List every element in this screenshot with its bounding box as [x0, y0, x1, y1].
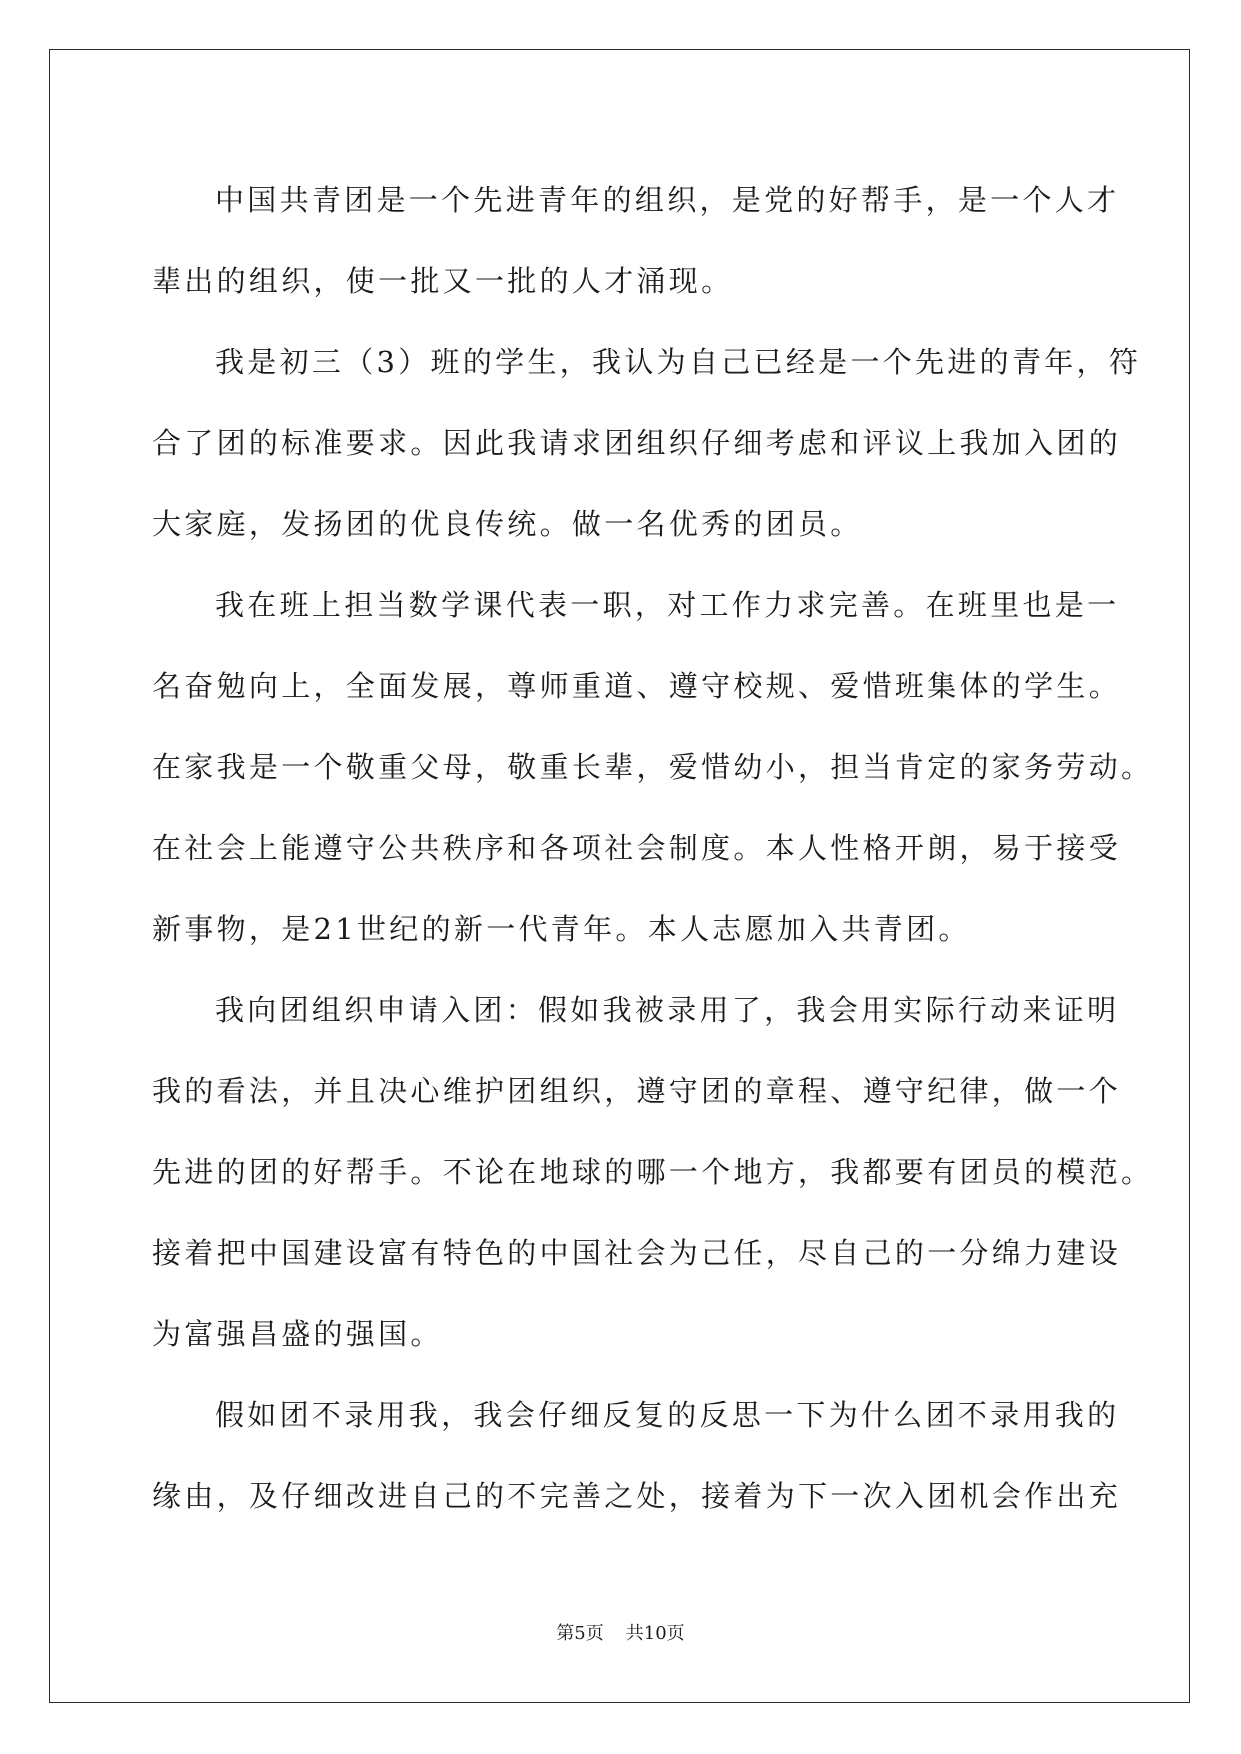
- paragraph-1-line-1: 中国共青团是一个先进青年的组织，是党的好帮手，是一个人才: [215, 183, 1120, 217]
- paragraph-2-line-1: 我是初三（3）班的学生，我认为自己已经是一个先进的青年，符: [215, 345, 1142, 379]
- paragraph-5-line-1: 假如团不录用我，我会仔细反复的反思一下为什么团不录用我的: [215, 1398, 1120, 1432]
- page-total: 共10页: [625, 1623, 685, 1644]
- paragraph-3-line-1: 我在班上担当数学课代表一职，对工作力求完善。在班里也是一: [215, 588, 1120, 622]
- paragraph-3-line-4: 在社会上能遵守公共秩序和各项社会制度。本人性格开朗，易于接受: [152, 831, 1122, 865]
- paragraph-4-line-5: 为富强昌盛的强国。: [152, 1317, 443, 1351]
- paragraph-4-line-3: 先进的团的好帮手。不论在地球的哪一个地方，我都要有团员的模范。: [152, 1155, 1154, 1189]
- paragraph-4-line-4: 接着把中国建设富有特色的中国社会为己任，尽自己的一分绵力建设: [152, 1236, 1122, 1270]
- paragraph-2-line-2: 合了团的标准要求。因此我请求团组织仔细考虑和评议上我加入团的: [152, 426, 1122, 460]
- paragraph-2-line-3: 大家庭，发扬团的优良传统。做一名优秀的团员。: [152, 507, 863, 541]
- paragraph-3-line-5: 新事物，是21世纪的新一代青年。本人志愿加入共青团。: [152, 912, 971, 946]
- page-footer: [0, 1622, 1241, 1646]
- paragraph-3-line-3: 在家我是一个敬重父母，敬重长辈，爱惜幼小，担当肯定的家务劳动。: [152, 750, 1154, 784]
- paragraph-4-line-1: 我向团组织申请入团：假如我被录用了，我会用实际行动来证明: [215, 993, 1120, 1027]
- paragraph-4-line-2: 我的看法，并且决心维护团组织，遵守团的章程、遵守纪律，做一个: [152, 1074, 1122, 1108]
- paragraph-1-line-2: 辈出的组织，使一批又一批的人才涌现。: [152, 264, 734, 298]
- paragraph-5-line-2: 缘由，及仔细改进自己的不完善之处，接着为下一次入团机会作出充: [152, 1479, 1122, 1513]
- page-number: 第5页: [556, 1623, 604, 1644]
- paragraph-3-line-2: 名奋勉向上，全面发展，尊师重道、遵守校规、爱惜班集体的学生。: [152, 669, 1122, 703]
- document-body: [152, 160, 1154, 1537]
